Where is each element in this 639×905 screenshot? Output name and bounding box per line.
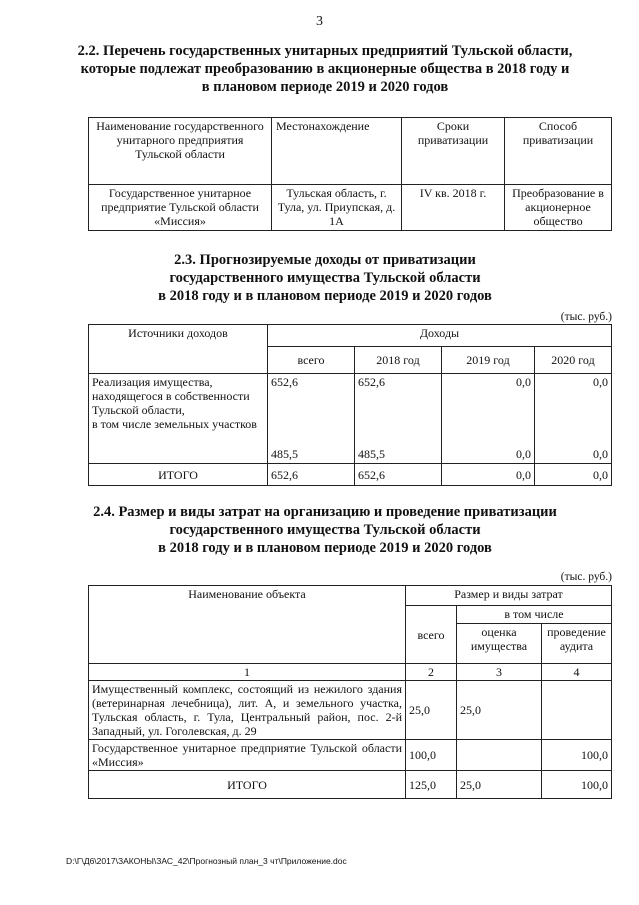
itogo-2018: 652,6 xyxy=(355,464,442,486)
itogo-label: ИТОГО xyxy=(89,771,406,799)
title-line: 2.3. Прогнозируемые доходы от приватизации xyxy=(174,252,476,268)
row-valuation: 25,0 xyxy=(457,681,542,740)
cell-2020 xyxy=(535,374,612,464)
itogo-2020: 0,0 xyxy=(535,464,612,486)
title-line: которые подлежат преобразованию в акционерные общества в 2018 году и xyxy=(80,61,570,77)
title-line: в 2018 году и в плановом периоде 2019 и 2020 годов xyxy=(158,540,492,556)
header-source: Источники доходов xyxy=(89,325,268,374)
value: 485,5 xyxy=(271,447,298,461)
section-2-3-title xyxy=(70,251,580,305)
header-2019: 2019 год xyxy=(442,347,535,374)
cell-location: Тульская область, г. Тула, ул. Приупская, д. 1А xyxy=(272,185,402,231)
row-valuation xyxy=(457,740,542,771)
value: 652,6 xyxy=(358,375,385,389)
value: 0,0 xyxy=(593,447,608,461)
row-audit: 100,0 xyxy=(542,740,612,771)
itogo-audit: 100,0 xyxy=(542,771,612,799)
cell-method: Преобразование в акционерное общество xyxy=(505,185,612,231)
header-costs: Размер и виды затрат xyxy=(406,586,612,606)
page-number: 3 xyxy=(316,14,323,29)
header-location: Местонахождение xyxy=(272,118,402,185)
value: 0,0 xyxy=(516,447,531,461)
table-2-2 xyxy=(88,117,612,231)
row-total: 25,0 xyxy=(406,681,457,740)
value: 0,0 xyxy=(516,375,531,389)
title-line: 2.4. Размер и виды затрат на организацию и проведение приватизации xyxy=(93,504,557,520)
cell-terms: IV кв. 2018 г. xyxy=(402,185,505,231)
section-2-2-title xyxy=(70,42,580,96)
title-line: в 2018 году и в плановом периоде 2019 и 2020 годов xyxy=(158,288,492,304)
header-including: в том числе xyxy=(457,606,612,624)
title-line: государственного имущества Тульской области xyxy=(169,270,481,286)
value: 0,0 xyxy=(593,375,608,389)
row-object: Имущественный комплекс, состоящий из нежилого здания (ветеринарная лечебница), лит. А, и земельного участка, Тульская область, г. Тула, Центральный район, пос. 2-й Западный, ул. Гоголевская, д. 29 xyxy=(89,681,406,740)
header-2018: 2018 год xyxy=(355,347,442,374)
header-audit: проведение аудита xyxy=(542,624,612,664)
table-2-3 xyxy=(88,324,612,486)
header-method: Способ приватизации xyxy=(505,118,612,185)
header-2020: 2020 год xyxy=(535,347,612,374)
unit-label: (тыс. руб.) xyxy=(560,571,612,583)
row-audit xyxy=(542,681,612,740)
col-number: 3 xyxy=(457,664,542,681)
cell-2019 xyxy=(442,374,535,464)
itogo-total: 652,6 xyxy=(268,464,355,486)
header-income: Доходы xyxy=(268,325,612,347)
title-line: в плановом периоде 2019 и 2020 годов xyxy=(201,79,449,95)
itogo-valuation: 25,0 xyxy=(457,771,542,799)
table-2-4 xyxy=(88,585,612,799)
itogo-total: 125,0 xyxy=(406,771,457,799)
header-valuation: оценка имущества xyxy=(457,624,542,664)
col-number: 4 xyxy=(542,664,612,681)
section-2-4-title xyxy=(70,503,580,557)
itogo-2019: 0,0 xyxy=(442,464,535,486)
title-line: государственного имущества Тульской области xyxy=(169,522,481,538)
value: 485,5 xyxy=(358,447,385,461)
header-total: всего xyxy=(268,347,355,374)
header-object: Наименование объекта xyxy=(89,586,406,664)
row-object: Государственное унитарное предприятие Тульской области «Миссия» xyxy=(89,740,406,771)
cell-source xyxy=(89,374,268,464)
source-text: Реализация имущества, находящегося в собственности Тульской области, xyxy=(92,375,250,417)
itogo-label: ИТОГО xyxy=(89,464,268,486)
footer-file-path: D:\Г\Д6\2017\ЗАКОНЫ\ЗАС_42\Прогнозный план_3 чт\Приложение.doc xyxy=(66,856,347,866)
cell-name: Государственное унитарное предприятие Тульской области «Миссия» xyxy=(89,185,272,231)
value: 652,6 xyxy=(271,375,298,389)
cell-total xyxy=(268,374,355,464)
title-line: 2.2. Перечень государственных унитарных предприятий Тульской области, xyxy=(77,43,573,59)
source-sub-text: в том числе земельных участков xyxy=(92,417,257,431)
header-terms: Сроки приватизации xyxy=(402,118,505,185)
col-number: 1 xyxy=(89,664,406,681)
unit-label: (тыс. руб.) xyxy=(560,311,612,323)
cell-2018 xyxy=(355,374,442,464)
header-total: всего xyxy=(406,606,457,664)
row-total: 100,0 xyxy=(406,740,457,771)
col-number: 2 xyxy=(406,664,457,681)
header-name: Наименование государственного унитарного предприятия Тульской области xyxy=(89,118,272,185)
